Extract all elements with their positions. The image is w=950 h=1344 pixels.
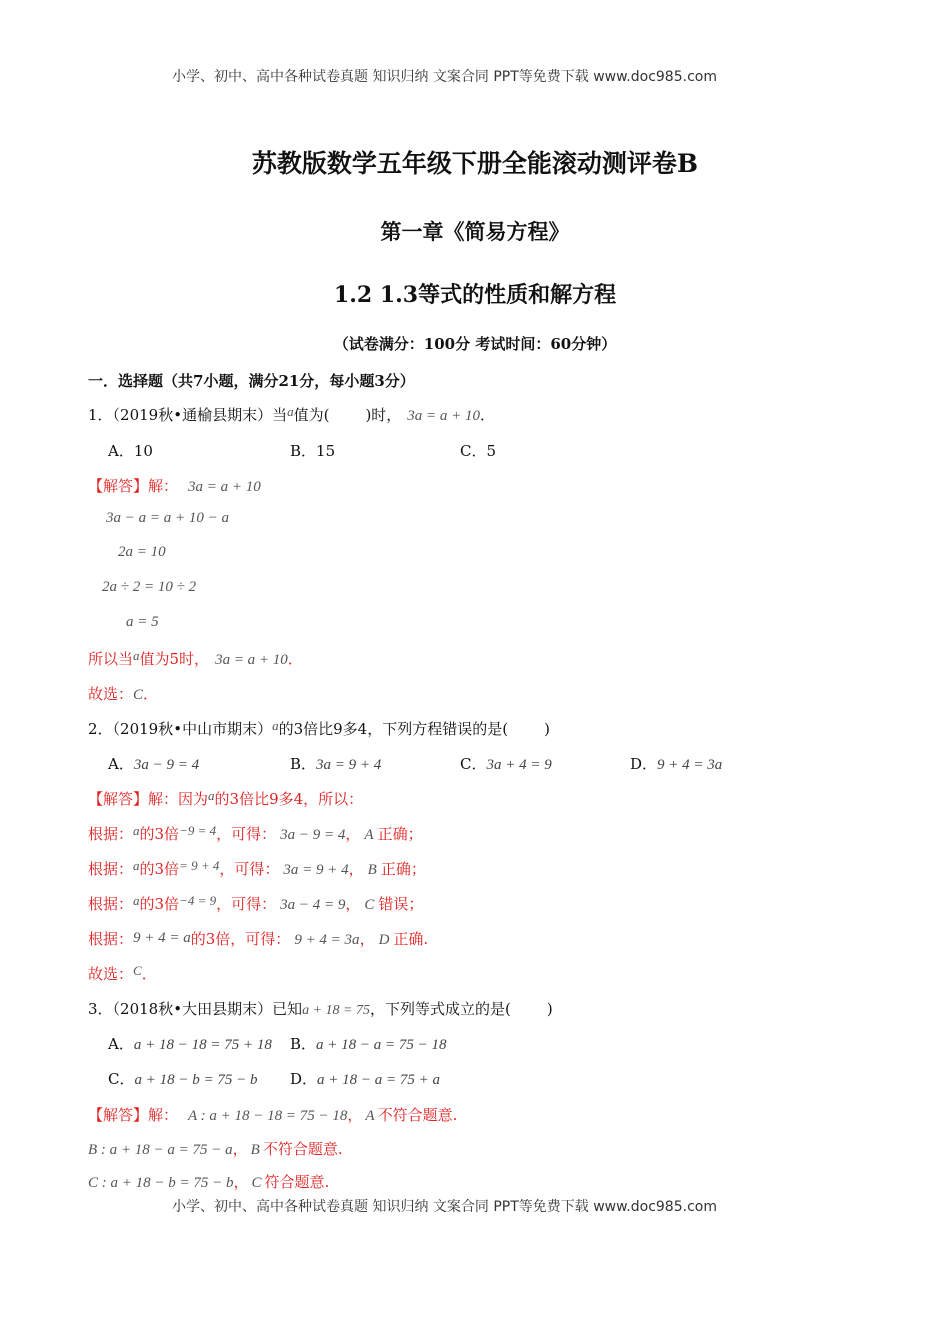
q3-answer: 【解答】解： A : a + 18 − 18 = 75 − 18， A 不符合题意. <box>88 1106 458 1124</box>
q1-step-4: 2a ÷ 2 = 10 ÷ 2 <box>102 579 197 595</box>
q1-option-a: A．10 <box>108 442 153 460</box>
q1-concl-var: a <box>133 648 140 663</box>
q1-var: a <box>287 404 294 419</box>
q2-option-c: C．3a + 4 = 9 <box>460 755 552 773</box>
chapter-title: 第一章《简易方程》 <box>380 219 570 244</box>
q3-answer-line: B : a + 18 − a = 75 − a， B 不符合题意. <box>88 1140 343 1158</box>
q3-answer-line: C : a + 18 − b = 75 − b， C 符合题意. <box>88 1173 330 1191</box>
section-title: 1.2 1.3等式的性质和解方程 <box>333 282 617 308</box>
answer-label: 【解答】 <box>88 1106 149 1124</box>
page-title: 苏教版数学五年级下册全能滚动测评卷B <box>251 149 699 178</box>
q2-option-b: B．3a = 9 + 4 <box>290 755 382 773</box>
q2-answer: 【解答】解：因为a的3倍比9多4，所以： <box>88 788 364 808</box>
q1-step-3: 2a = 10 <box>118 544 166 560</box>
q2-reason-row: 根据：a的3倍−4 = 9，可得： 3a − 4 = 9， C 错误； <box>88 893 424 913</box>
answer-lead: 解： <box>148 477 179 495</box>
q2-option-a: A．3a − 9 = 4 <box>108 755 200 773</box>
q2-var: a <box>272 718 279 733</box>
q1-choice-pre: 故选： <box>88 685 134 703</box>
q3-option-a: A．a + 18 − 18 = 75 + 18 <box>108 1035 272 1053</box>
answer-label: 【解答】 <box>88 477 149 495</box>
q2-text: 的3倍比9多4，下列方程错误的是( <box>278 720 509 738</box>
q1-blank-close: )时， <box>365 406 402 424</box>
q1-equation: 3a = a + 10 <box>407 408 481 424</box>
q2-source: （2019秋•中山市期末） <box>112 720 273 738</box>
q1-concl-eq: 3a = a + 10 <box>215 652 288 668</box>
q1-option-c: C．5 <box>460 442 497 460</box>
q1-source: （2019秋•通榆县期末）当 <box>112 406 288 424</box>
q1-number: 1． <box>88 406 113 424</box>
q3-option-b: B．a + 18 − a = 75 − 18 <box>290 1035 447 1053</box>
question-1 <box>88 404 495 425</box>
q3-option-c: C．a + 18 − b = 75 − b <box>108 1070 258 1088</box>
q2-reason-row: 根据：9 + 4 = a的3倍，可得： 9 + 4 = 3a， D 正确. <box>88 930 429 948</box>
bottom-banner: 小学、初中、高中各种试卷真题 知识归纳 文案合同 PPT等免费下载 www.doc985.com <box>172 1199 717 1215</box>
q1-answer <box>88 475 261 496</box>
q2-option-d: D．9 + 4 = 3a <box>630 755 723 773</box>
q2-reason-row: 根据：a的3倍= 9 + 4，可得： 3a = 9 + 4， B 正确； <box>88 858 426 878</box>
q1-choice <box>88 683 158 704</box>
q2-blank-close: ) <box>544 720 550 738</box>
q1-concl-mid: 值为5时， <box>139 650 210 668</box>
q2-number: 2． <box>88 720 113 738</box>
q2-choice: 故选：C． <box>88 963 157 983</box>
q2-reason-row: 根据：a的3倍−9 = 4，可得： 3a − 9 = 4， A 正确； <box>88 823 423 843</box>
q1-step-1: 3a = a + 10 <box>188 479 261 495</box>
q3-option-d: D．a + 18 − a = 75 + a <box>290 1070 441 1088</box>
q1-end: ． <box>480 406 496 424</box>
q1-option-b: B．15 <box>290 442 336 460</box>
part-heading: 一．选择题（共7小题，满分21分，每小题3分） <box>88 372 415 390</box>
q1-step-5: a = 5 <box>126 614 159 630</box>
answer-label: 【解答】 <box>88 790 149 808</box>
q1-conclusion <box>88 648 303 669</box>
top-banner: 小学、初中、高中各种试卷真题 知识归纳 文案合同 PPT等免费下载 www.doc985.com <box>172 69 717 85</box>
q1-step-2: 3a − a = a + 10 − a <box>106 510 229 526</box>
q1-mid: 值为( <box>293 406 330 424</box>
q1-concl-end: ． <box>287 650 303 668</box>
exam-meta: （试卷满分：100分 考试时间：60分钟） <box>333 335 617 353</box>
question-2 <box>88 718 550 739</box>
q1-concl-pre: 所以当 <box>88 650 134 668</box>
q1-choice-end: ． <box>143 685 159 703</box>
q1-choice-letter: C <box>133 687 144 703</box>
question-3: 3．（2018秋•大田县期末）已知a + 18 = 75，下列等式成立的是( ) <box>88 1000 553 1018</box>
